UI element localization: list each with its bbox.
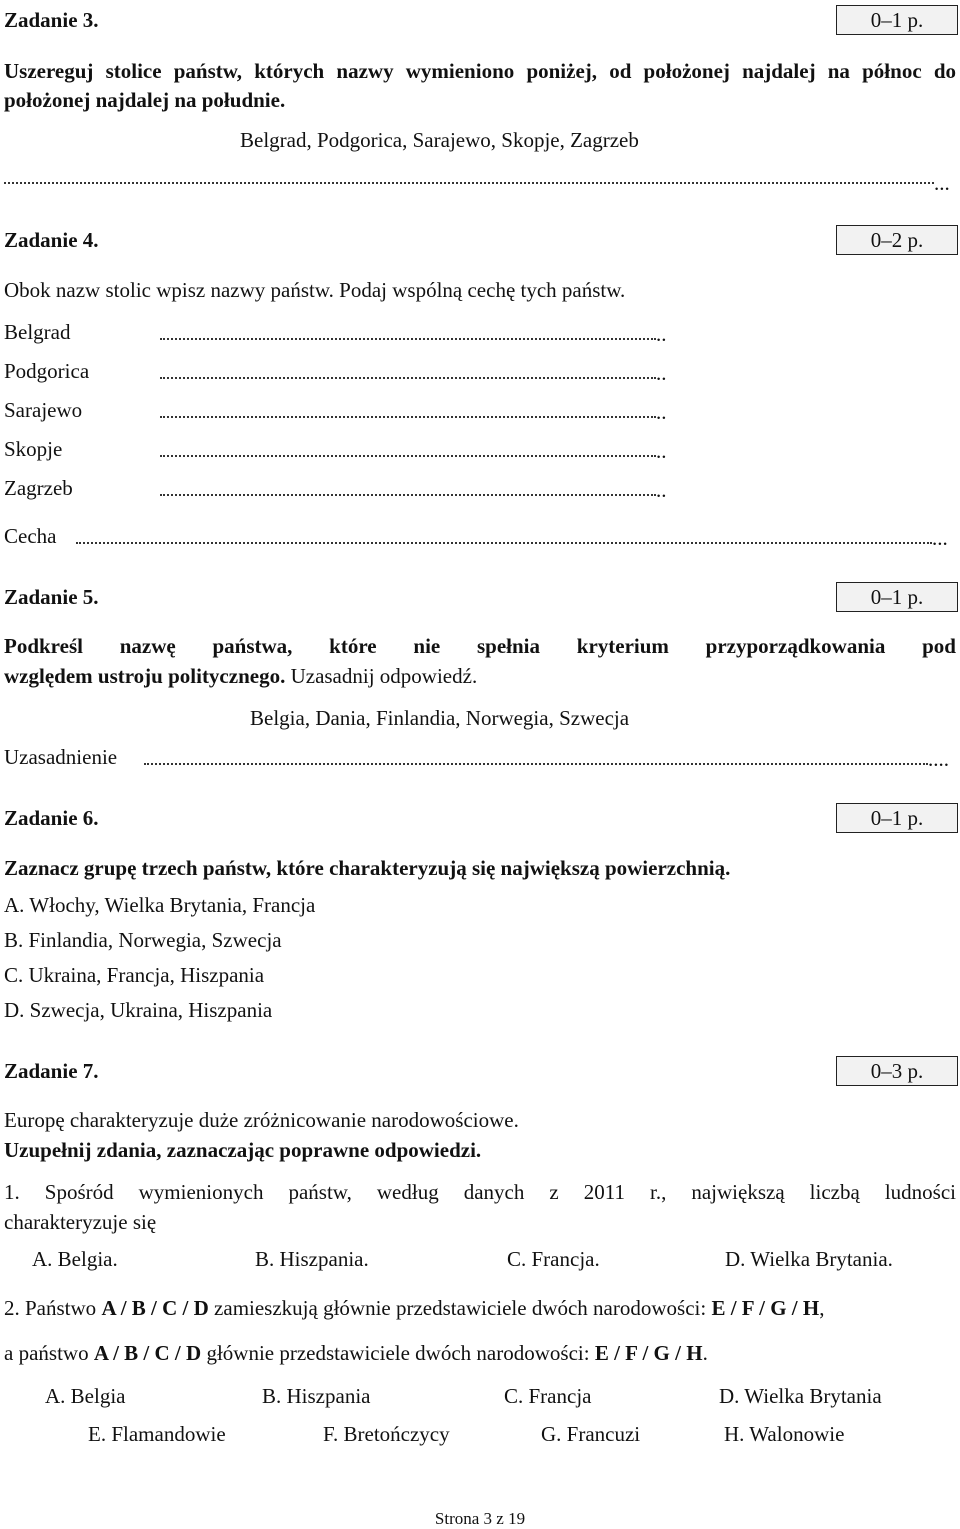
country-option-a: A. Belgia	[45, 1384, 126, 1408]
feature-label: Cecha	[4, 524, 57, 548]
capital-label-belgrad: Belgrad	[4, 320, 71, 344]
nation-option-e: E. Flamandowie	[88, 1422, 226, 1446]
task6-option-a[interactable]: A. Włochy, Wielka Brytania, Francja	[4, 893, 316, 917]
capital-answer-tail: ..	[656, 361, 667, 385]
task4-points-box: 0–2 p.	[836, 225, 958, 255]
task7-points-box: 0–3 p.	[836, 1056, 958, 1086]
task6-points-box: 0–1 p.	[836, 803, 958, 833]
q2-line2-end: .	[702, 1341, 708, 1365]
task7-q1-option-d[interactable]: D. Wielka Brytania.	[725, 1247, 893, 1271]
q2-line1-middle: zamieszkują głównie przedstawiciele dwóch narodowości:	[214, 1296, 707, 1320]
q2-line1-end: ,	[819, 1296, 825, 1320]
capital-answer-line-zagrzeb[interactable]	[160, 490, 656, 496]
country-option-d: D. Wielka Brytania	[719, 1384, 882, 1408]
task5-points-box: 0–1 p.	[836, 582, 958, 612]
task7-q1-option-c[interactable]: C. Francja.	[507, 1247, 600, 1271]
task3-capital-list: Belgrad, Podgorica, Sarajewo, Skopje, Zagrzeb	[240, 128, 639, 152]
justification-label: Uzasadnienie	[4, 745, 118, 769]
capital-answer-tail: ..	[656, 439, 667, 463]
capital-answer-line-sarajewo[interactable]	[160, 412, 656, 418]
task7-q1-line1: 1. Spośród wymienionych państw, według danych z 2011 r., największą liczbą ludności	[4, 1180, 956, 1204]
task3-instruction: Uszereguj stolice państw, których nazwy wymieniono poniżej, od położonej najdalej na północ do położonej najdalej na południe.	[4, 59, 956, 112]
q2-line2-country-choice[interactable]: A / B / C / D	[93, 1341, 202, 1365]
task3-points-box: 0–1 p.	[836, 5, 958, 35]
task7-q1-line2: charakteryzuje się	[4, 1210, 157, 1234]
capital-label-skopje: Skopje	[4, 437, 63, 461]
task6-option-c[interactable]: C. Ukraina, Francja, Hiszpania	[4, 963, 265, 987]
task5-title: Zadanie 5.	[4, 585, 99, 609]
q2-line2-start: a państwo	[4, 1341, 89, 1365]
task7-instruction: Uzupełnij zdania, zaznaczając poprawne odpowiedzi.	[4, 1138, 482, 1162]
task6-title: Zadanie 6.	[4, 806, 99, 830]
capital-answer-line-podgorica[interactable]	[160, 373, 656, 379]
feature-answer-line[interactable]	[76, 538, 932, 544]
task4-instruction: Obok nazw stolic wpisz nazwy państw. Podaj wspólną cechę tych państw.	[4, 278, 626, 302]
capital-label-zagrzeb: Zagrzeb	[4, 476, 73, 500]
q2-line1-country-choice[interactable]: A / B / C / D	[101, 1296, 209, 1320]
task5-instruction-normal: Uzasadnij odpowiedź.	[290, 664, 478, 688]
task7-q1-option-b[interactable]: B. Hiszpania.	[255, 1247, 369, 1271]
task3-title: Zadanie 3.	[4, 8, 99, 32]
capital-answer-tail: ..	[656, 322, 667, 346]
task3-answer-line[interactable]	[4, 178, 934, 184]
nation-option-h: H. Walonowie	[724, 1422, 845, 1446]
justification-answer-line[interactable]	[144, 759, 928, 765]
q2-line2-middle: głównie przedstawiciele dwóch narodowości:	[206, 1341, 590, 1365]
task3-answer-tail: ...	[934, 171, 950, 195]
task7-q2-line1	[4, 1296, 824, 1320]
nation-option-g: G. Francuzi	[541, 1422, 641, 1446]
task7-title: Zadanie 7.	[4, 1059, 99, 1083]
q2-line1-nation-choice[interactable]: E / F / G / H	[711, 1296, 820, 1320]
capital-answer-line-belgrad[interactable]	[160, 334, 656, 340]
country-option-c: C. Francja	[504, 1384, 592, 1408]
task7-intro: Europę charakteryzuje duże zróżnicowanie narodowościowe.	[4, 1108, 519, 1132]
page-number: Strona 3 z 19	[434, 1509, 526, 1528]
capital-answer-tail: ..	[656, 400, 667, 424]
task5-instruction-line2	[4, 664, 477, 688]
task5-country-list[interactable]: Belgia, Dania, Finlandia, Norwegia, Szwecja	[250, 706, 630, 730]
task5-instruction-bold: względem ustroju politycznego.	[4, 664, 286, 688]
feature-answer-tail: ...	[932, 526, 948, 550]
task6-option-b[interactable]: B. Finlandia, Norwegia, Szwecja	[4, 928, 282, 952]
justification-answer-tail: ....	[928, 747, 949, 771]
task5-instruction-line1: Podkreśl nazwę państwa, które nie spełnia kryterium przyporządkowania pod	[4, 634, 956, 658]
q2-line2-nation-choice[interactable]: E / F / G / H	[594, 1341, 703, 1365]
task7-q2-line2	[4, 1341, 708, 1365]
capital-answer-tail: ..	[656, 478, 667, 502]
task6-option-d[interactable]: D. Szwecja, Ukraina, Hiszpania	[4, 998, 273, 1022]
task6-instruction: Zaznacz grupę trzech państw, które charakteryzują się największą powierzchnią.	[4, 856, 731, 880]
task7-q1-option-a[interactable]: A. Belgia.	[32, 1247, 118, 1271]
task4-title: Zadanie 4.	[4, 228, 99, 252]
country-option-b: B. Hiszpania	[262, 1384, 371, 1408]
q2-line1-start: 2. Państwo	[4, 1296, 97, 1320]
capital-label-sarajewo: Sarajewo	[4, 398, 83, 422]
nation-option-f: F. Bretończycy	[323, 1422, 450, 1446]
capital-answer-line-skopje[interactable]	[160, 451, 656, 457]
capital-label-podgorica: Podgorica	[4, 359, 90, 383]
